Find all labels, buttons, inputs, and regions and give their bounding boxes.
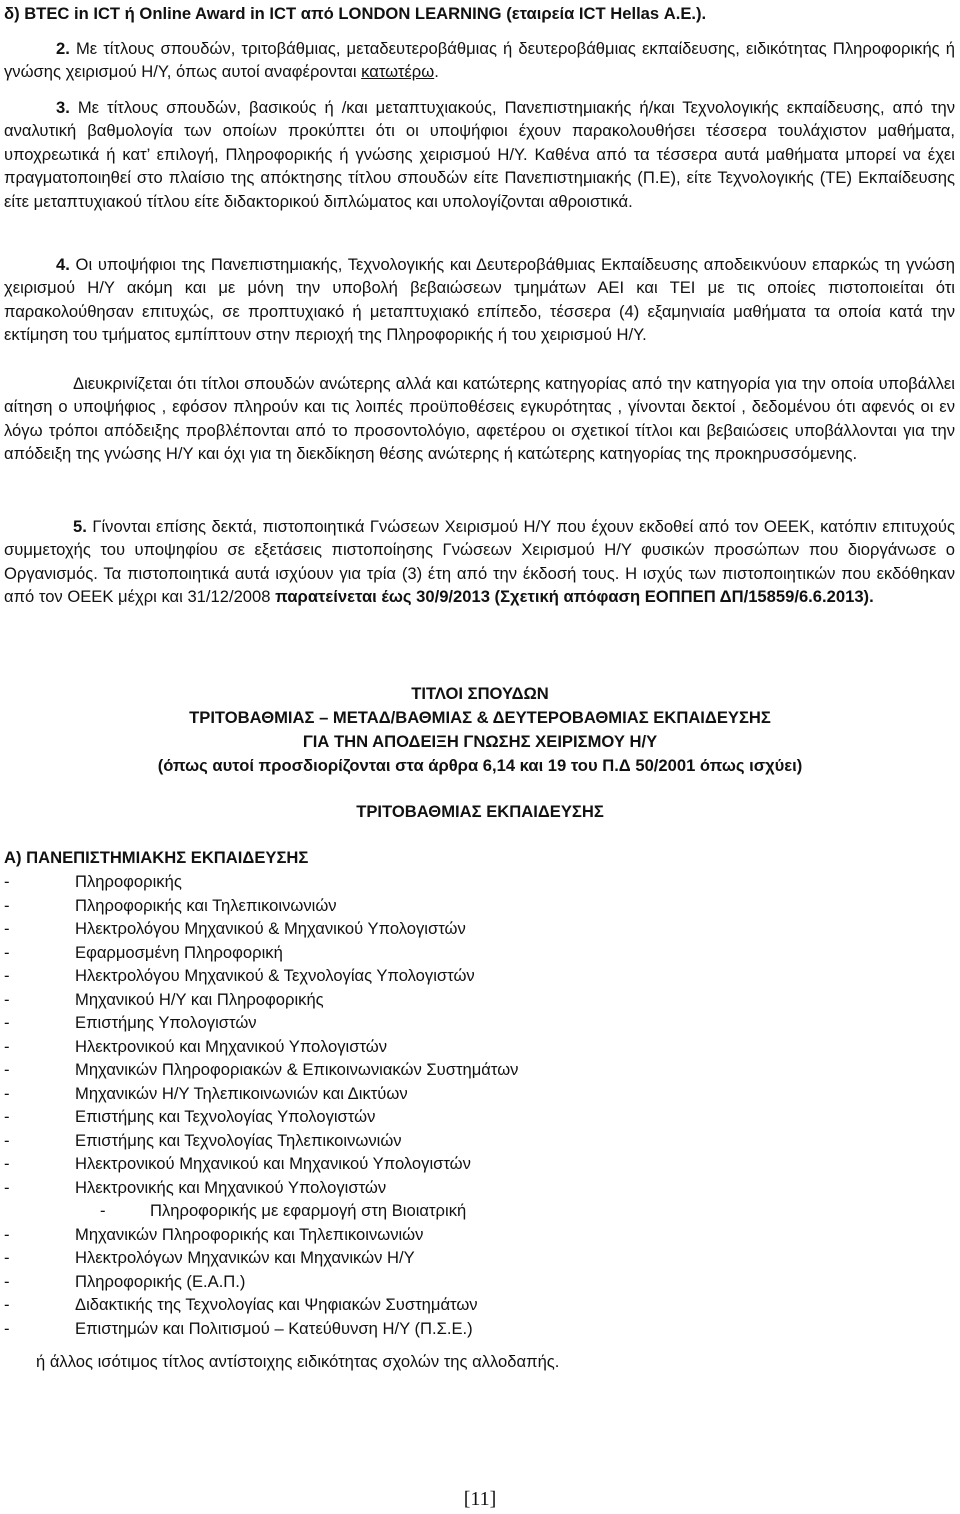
- degree-name: Ηλεκτρονικού Μηχανικού και Μηχανικού Υπολογιστών: [75, 1154, 471, 1173]
- paragraph-d-text: δ) BTEC in ICT ή Online Award in ICT από LONDON LEARNING (εταιρεία ICT Hellas Α.Ε.).: [4, 4, 707, 23]
- degree-list-item: [4, 1152, 518, 1176]
- list-dash: -: [4, 1107, 10, 1126]
- degree-name: Μηχανικών Η/Υ Τηλεπικοινωνιών και Δικτύων: [75, 1083, 408, 1103]
- paragraph-clarification-text: Διευκρινίζεται ότι τίτλοι σπουδών ανώτερης αλλά και κατώτερης κατηγορίας από την κατηγορία για την οποία υποβάλλει αίτηση ο υποψήφιος , εφόσον πληρούν και τις λοιπές προϋποθέσεις εγκυρότητας , γίνονται δεκτοί , δεδομένου ότι αφενός οι εν λόγω τρόποι απόδειξης προβλέπονται από το προσοντολόγιο, αφετέρου οι σχετικοί τίτλοι και βεβαιώσεις υποβάλλονται για την απόδειξη της γνώσης Η/Υ και όχι για τη διεκδίκηση θέσης ανώτερης ή κατώτερης κατηγορίας της προκηρυσσόμενης.: [4, 374, 955, 464]
- degree-list-item: [4, 1293, 518, 1317]
- degree-name: Πληροφορικής και Τηλεπικοινωνιών: [75, 895, 337, 915]
- degree-name: Επιστήμης και Τεχνολογίας Τηλεπικοινωνιών: [75, 1130, 402, 1150]
- degree-list-item: [4, 1011, 518, 1035]
- list-dash: -: [4, 989, 10, 1009]
- list-dash: -: [4, 1013, 10, 1032]
- paragraph-clarification: [4, 372, 955, 466]
- list-dash: -: [4, 1036, 10, 1056]
- degree-list-item: [4, 1129, 518, 1153]
- list-dash: -: [4, 1318, 10, 1338]
- degree-list-item: [4, 1246, 518, 1270]
- list-dash: -: [4, 1083, 10, 1103]
- paragraph-2: [4, 37, 955, 84]
- paragraph-5-text: Γίνονται επίσης δεκτά, πιστοποιητικά Γνώσεων Χειρισμού Η/Υ που έχουν εκδοθεί από τον ΟΕΕΚ, κατόπιν επιτυχούς συμμετοχής του υποψηφίου σε εξετάσεις πιστοποίησης Γνώσεων Χειρισμού Η/Υ φυσικών προσώπων που διοργάνωσε ο Οργανισμός. Τα πιστοποιητικά αυτά ισχύουν για τρία (3) έτη από την έκδοσή τους. Η ισχύς των πιστοποιητικών που εκδόθηκαν από τον ΟΕΕΚ μέχρι και 31/12/2008: [4, 517, 955, 607]
- list-dash: -: [4, 1060, 10, 1079]
- degree-list: [4, 870, 518, 1340]
- degree-name: Ηλεκτρονικής και Μηχανικού Υπολογιστών: [75, 1177, 387, 1197]
- paragraph-3: [4, 96, 955, 213]
- degree-list-item: [4, 894, 518, 918]
- degree-list-item: [4, 1270, 518, 1294]
- degree-name: Ηλεκτρολόγων Μηχανικών και Μηχανικών Η/Υ: [75, 1248, 415, 1267]
- degree-name: Επιστημών και Πολιτισμού – Κατεύθυνση Η/Υ (Π.Σ.Ε.): [75, 1318, 473, 1338]
- degree-list-item: [4, 964, 518, 988]
- paragraph-4-number: 4.: [56, 255, 70, 274]
- paragraph-4: [4, 253, 955, 347]
- titles-heading-4: (όπως αυτοί προσδιορίζονται στα άρθρα 6,14 και 19 του Π.Δ 50/2001 όπως ισχύει): [157, 756, 803, 775]
- paragraph-2-end: .: [434, 62, 439, 82]
- degree-name: Διδακτικής της Τεχνολογίας και Ψηφιακών Συστημάτων: [75, 1295, 478, 1314]
- degree-name: Ηλεκτρολόγου Μηχανικού & Μηχανικού Υπολογιστών: [75, 919, 466, 938]
- titles-heading-2: ΤΡΙΤΟΒΑΘΜΙΑΣ – ΜΕΤΑΔ/ΒΑΘΜΙΑΣ & ΔΕΥΤΕΡΟΒΑΘΜΙΑΣ ΕΚΠΑΙΔΕΥΣΗΣ: [189, 708, 771, 727]
- closing-line: [4, 1350, 955, 1373]
- degree-name: Εφαρμοσμένη Πληροφορική: [75, 942, 283, 962]
- list-dash: -: [4, 942, 10, 962]
- paragraph-d: [4, 2, 955, 25]
- paragraph-5: [4, 515, 955, 609]
- list-dash: -: [4, 1271, 10, 1291]
- list-dash: -: [4, 872, 10, 891]
- closing-line-text: ή άλλος ισότιμος τίτλος αντίστοιχης ειδικότητας σχολών της αλλοδαπής.: [36, 1352, 560, 1371]
- list-dash: -: [4, 919, 10, 938]
- degree-name: Επιστήμης Υπολογιστών: [75, 1013, 257, 1032]
- list-dash: -: [4, 1154, 10, 1173]
- titles-heading-3: ΓΙΑ ΤΗΝ ΑΠΟΔΕΙΞΗ ΓΝΩΣΗΣ ΧΕΙΡΙΣΜΟΥ Η/Υ: [302, 732, 658, 751]
- degree-name: Πληροφορικής με εφαρμογή στη Βιοιατρική: [150, 1201, 467, 1220]
- degree-list-item: [4, 870, 518, 894]
- degree-list-item: [4, 941, 518, 965]
- list-dash: -: [4, 1295, 10, 1314]
- list-dash: -: [100, 1201, 106, 1220]
- degree-list-item: [4, 988, 518, 1012]
- paragraph-5-bold: παρατείνεται έως 30/9/2013 (Σχετική απόφαση ΕΟΠΠΕΠ ΔΠ/15859/6.6.2013).: [275, 587, 874, 607]
- paragraph-2-number: 2.: [56, 39, 70, 58]
- list-dash: -: [4, 1248, 10, 1267]
- degree-name: Μηχανικών Πληροφορικής και Τηλεπικοινωνιών: [75, 1224, 424, 1244]
- list-dash: -: [4, 1224, 10, 1244]
- degree-list-item: [4, 1035, 518, 1059]
- degree-name: Ηλεκτρολόγου Μηχανικού & Τεχνολογίας Υπολογιστών: [75, 966, 475, 985]
- degree-list-item: [4, 1176, 518, 1200]
- paragraph-2-text: Με τίτλους σπουδών, τριτοβάθμιας, μεταδευτεροβάθμιας ή δευτεροβάθμιας εκπαίδευσης, ειδικότητας Πληροφορικής ή γνώσης χειρισμού Η/Υ, όπως αυτοί αναφέρονται: [4, 39, 955, 82]
- degree-list-item: [4, 917, 518, 941]
- list-dash: -: [4, 895, 10, 915]
- degree-list-item: [4, 1223, 518, 1247]
- degree-name: Πληροφορικής (Ε.Α.Π.): [75, 1271, 246, 1291]
- list-dash: -: [4, 1177, 10, 1197]
- paragraph-5-number: 5.: [73, 517, 87, 536]
- list-dash: -: [4, 966, 10, 985]
- paragraph-3-text: Με τίτλους σπουδών, βασικούς ή /και μεταπτυχιακούς, Πανεπιστημιακής ή/και Τεχνολογικής εκπαίδευσης, από την αναλυτική βαθμολογία των οποίων προκύπτει ότι οι υποψήφιοι έχουν παρακολουθήσει τέσσερα τουλάχιστον μαθήματα, υποχρεωτικά ή κατ’ επιλογή, Πληροφορικής ή γνώσης χειρισμού Η/Υ. Καθένα από τα τέσσερα αυτά μαθήματα μπορεί να έχει πραγματοποιηθεί στο πλαίσιο της απόκτησης τίτλου σπουδών είτε Πανεπιστημιακής (Π.Ε), είτε Τεχνολογικής (ΤΕ) Εκπαίδευσης είτε μεταπτυχιακού τίτλου είτε διδακτορικού διπλώματος και υπολογίζονται αθροιστικά.: [4, 98, 955, 211]
- degree-list-item: [4, 1199, 518, 1223]
- list-dash: -: [4, 1130, 10, 1150]
- page-number: [11]: [463, 1488, 497, 1510]
- below-link[interactable]: κατωτέρω: [361, 62, 435, 82]
- paragraph-4-text: Οι υποψήφιοι της Πανεπιστημιακής, Τεχνολογικής και Δευτεροβάθμιας Εκπαίδευσης αποδεικνύουν επαρκώς τη γνώση χειρισμού Η/Υ ακόμη και με μόνη την υποβολή βεβαιώσεων τμημάτων ΑΕΙ και ΤΕΙ με τις οποίες πιστοποιείται ότι παρακολούθησαν επιτυχώς, σε προπτυχιακό ή μεταπτυχιακό επίπεδο, τέσσερα (4) εξαμηνιαία μαθήματα τα οποία κατά την εκτίμηση του τμήματος εμπίπτουν στην περιοχή της Πληροφορικής ή του χειρισμού Η/Υ.: [4, 255, 955, 345]
- degree-list-item: [4, 1058, 518, 1082]
- section-subheading: Α) ΠΑΝΕΠΙΣΤΗΜΙΑΚΗΣ ΕΚΠΑΙΔΕΥΣΗΣ: [4, 848, 309, 867]
- titles-heading-1: ΤΙΤΛΟΙ ΣΠΟΥΔΩΝ: [411, 684, 549, 703]
- section-heading: ΤΡΙΤΟΒΑΘΜΙΑΣ ΕΚΠΑΙΔΕΥΣΗΣ: [356, 802, 604, 821]
- degree-name: Μηχανικών Πληροφοριακών & Επικοινωνιακών Συστημάτων: [75, 1060, 519, 1079]
- degree-name: Πληροφορικής: [75, 872, 182, 891]
- degree-name: Μηχανικού Η/Υ και Πληροφορικής: [75, 989, 324, 1009]
- degree-name: Ηλεκτρονικού και Μηχανικού Υπολογιστών: [75, 1036, 388, 1056]
- degree-list-item: [4, 1082, 518, 1106]
- degree-list-item: [4, 1105, 518, 1129]
- degree-list-item: [4, 1317, 518, 1341]
- paragraph-3-number: 3.: [56, 98, 70, 117]
- degree-name: Επιστήμης και Τεχνολογίας Υπολογιστών: [75, 1107, 376, 1126]
